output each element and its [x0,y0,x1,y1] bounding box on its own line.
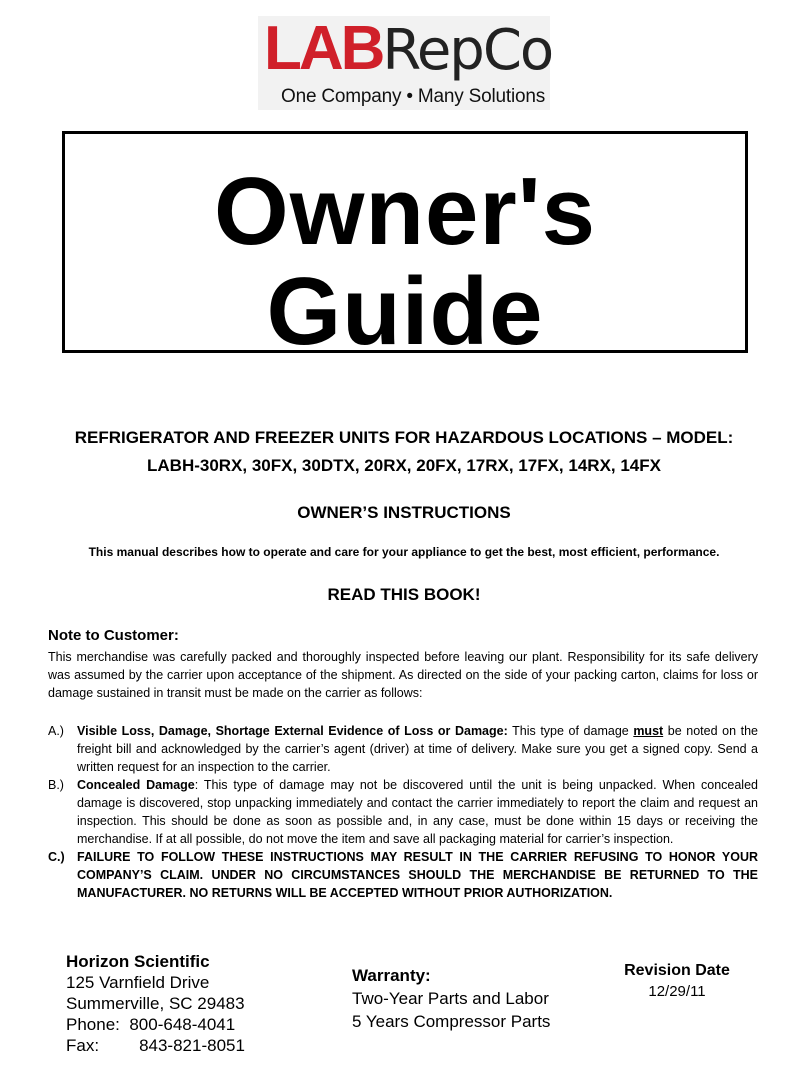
revision-date: 12/29/11 [648,983,706,1000]
list-item-b-title: Concealed Damage [77,778,195,792]
list-marker-a: A.) [48,724,64,738]
phone-line [66,1014,245,1035]
list-item-b [48,776,758,848]
warranty-line-1: Two-Year Parts and Labor [352,989,549,1008]
models-heading-line-2: LABH-30RX, 30FX, 30DTX, 20RX, 20FX, 17RX, 17FX, 14RX, 14FX [147,456,661,475]
list-marker-b: B.) [48,778,64,792]
warranty-title: Warranty: [352,966,431,985]
logo-repco-text: RepCo [382,18,553,83]
title-box [62,131,748,365]
list-item-b-text: : This type of damage may not be discovered until the unit is being unpacked. When concealed damage is discovered, stop unpacking immediately and contact the carrier immediately to report the claim and request an inspection. This should be done as soon as possible and, in any case, must be done within 15 days or receiving the merchandise. If at all possible, do not move the item and save all packaging material for carrier’s inspection. [77,778,758,846]
title-line-2: Guide [266,258,544,365]
list-item-a-title: Visible Loss, Damage, Shortage External Evidence of Loss or Damage: [77,724,508,738]
title-line-1: Owner's [214,158,596,265]
list-item-a [48,722,758,776]
company-name: Horizon Scientific [66,952,210,971]
phone-label: Phone: [66,1015,120,1034]
list-marker-c: C.) [48,850,65,864]
claims-list [48,722,758,902]
manual-description: This manual describes how to operate and care for your appliance to get the best, most efficient, performance. [88,545,720,559]
phone-number: 800-648-4041 [129,1015,236,1034]
read-this-book-heading: READ THIS BOOK! [327,585,481,604]
list-item-a-emphasis: must [633,724,664,738]
owners-instructions-heading: OWNER’S INSTRUCTIONS [297,503,511,522]
logo-lab-text: LAB [264,14,383,83]
warranty-line-2: 5 Years Compressor Parts [352,1012,551,1031]
revision-title: Revision Date [624,962,730,979]
note-heading: Note to Customer: [48,627,179,644]
city-state-zip: Summerville, SC 29483 [66,994,245,1013]
list-item-c [48,848,758,902]
list-item-a-text-after: be noted on the freight bill and acknowledged by the carrier’s agent (driver) at time of delivery. Make sure you get a signed copy. Send a written request for an inspection to the carrier. [77,724,758,774]
list-item-c-text: FAILURE TO FOLLOW THESE INSTRUCTIONS MAY RESULT IN THE CARRIER REFUSING TO HONOR YOUR COMPANY’S CLAIM. UNDER NO CIRCUMSTANCES SHOULD THE MERCHANDISE BE RETURNED TO THE MANUFACTURER. NO RETURNS WILL BE ACCEPTED WITHOUT PRIOR AUTHORIZATION. [77,850,758,900]
logo-wordmark [264,14,553,83]
fax-line [66,1035,245,1056]
revision-block [612,962,742,1000]
street-address: 125 Varnfield Drive [66,973,210,992]
note-body: This merchandise was carefully packed and thoroughly inspected before leaving our plant. Responsibility for its safe delivery was assumed by the carrier upon acceptance of the shipment. As directed on the side of your packing carton, claims for loss or damage sustained in transit must be made on the carrier as follows: [48,650,758,700]
models-heading-line-1: REFRIGERATOR AND FREEZER UNITS FOR HAZARDOUS LOCATIONS – MODEL: [74,428,734,447]
logo-tagline: One Company • Many Solutions [281,86,546,107]
fax-label: Fax: [66,1036,100,1055]
fax-number: 843-821-8051 [139,1036,245,1055]
warranty-block [352,964,550,1033]
list-item-a-text-before: This type of damage [507,724,634,738]
labrepco-logo [258,14,553,110]
contact-address [66,951,245,1056]
